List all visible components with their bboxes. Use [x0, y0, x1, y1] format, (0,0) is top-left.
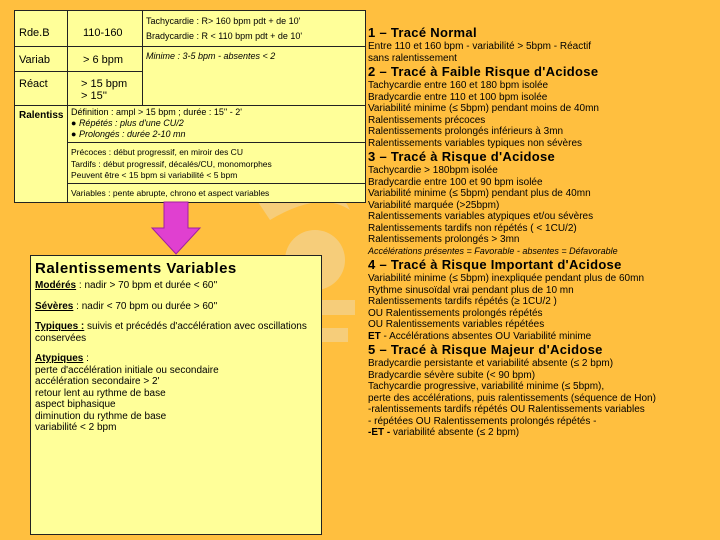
section-4-line: OU Ralentissements variables répétées — [368, 319, 545, 330]
section-3-line: Bradycardie entre 100 et 90 bpm isolée — [368, 176, 543, 188]
moderes-label: Modérés — [35, 280, 77, 291]
row-range-variab: > 6 bpm — [83, 54, 124, 66]
row-label-variab: Variab — [19, 54, 50, 66]
section-4-line: Rythme sinusoïdal vrai pendant plus de 10 mn — [368, 284, 574, 296]
section-4-line: Ralentissements tardifs répétés (≥ 1CU/2 ) — [368, 296, 557, 307]
section-1-title: 1 – Tracé Normal — [368, 25, 477, 40]
classification-panel — [368, 25, 714, 439]
tardifs-2: Peuvent être < 15 bpm si variabilité < 5 bpm — [71, 170, 238, 180]
section-2-line: Ralentissements variables typiques non sévères — [368, 137, 582, 149]
section-3-line: Variabilité marquée (>25bpm) — [368, 199, 500, 211]
section-3-line: Ralentissements prolongés > 3mn — [368, 234, 520, 245]
section-1-line: sans ralentissement — [368, 52, 457, 64]
variable-decelerations-box — [30, 255, 322, 535]
ralent-rep-text: Répétés : plus d'une CU/2 — [78, 118, 184, 128]
section-4-line: Variabilité minime (≤ 5bpm) inexpliquée pendant plus de 60mn — [368, 273, 645, 284]
section-3-line: Ralentissements tardifs non répétés ( < 1CU/2) — [368, 222, 577, 234]
brady-line: Bradycardie : R < 110 bpm pdt + de 10' — [146, 31, 303, 41]
section-5-line: perte des accélérations, puis ralentissements (séquence de Hon) — [368, 392, 656, 404]
s5-et-label: -ET - — [368, 427, 391, 438]
section-5-line: Tachycardie progressive, variabilité minime (≤ 5bpm), — [368, 381, 605, 392]
section-1-line: Entre 110 et 160 bpm - variabilité > 5bpm - Réactif — [368, 41, 591, 52]
section-3-line: Tachycardie > 180bpm isolée — [368, 165, 498, 176]
section-2-line: Bradycardie entre 110 et 100 bpm isolée — [368, 91, 548, 103]
section-5-et — [368, 427, 714, 439]
tardifs-1: Tardifs : début progressif, décalés/CU, monomorphes — [71, 159, 272, 169]
section-3-line: Ralentissements variables atypiques et/ou sévères — [368, 211, 594, 222]
variables-line: Variables : pente abrupte, chrono et aspect variables — [71, 188, 270, 198]
atypiques-item: variabilité < 2 bpm — [35, 422, 117, 433]
section-2-line: Ralentissements prolongés inférieurs à 3mn — [368, 126, 564, 137]
atypiques-label: Atypiques — [35, 353, 84, 364]
typiques-label: Typiques : — [35, 321, 85, 332]
criteria-table — [14, 10, 366, 203]
rv-typiques — [35, 321, 317, 344]
row-label-react: Réact — [19, 78, 48, 90]
severes-label: Sévères — [35, 300, 74, 312]
section-3-line: Variabilité minime (≤ 5bpm) pendant plus de 40mn — [368, 188, 591, 199]
section-3-note: Accélérations présentes = Favorable - absentes = Défavorable — [368, 245, 618, 256]
variab-desc: Minime : 3-5 bpm - absentes < 2 — [146, 51, 276, 61]
section-2-line: Variabilité minime (≤ 5bpm) pendant moins de 40mn — [368, 103, 599, 114]
section-5-line: Bradycardie persistante et variabilité absente (≤ 2 bpm) — [368, 358, 614, 369]
rv-moderes — [35, 280, 317, 292]
section-5-line: - répétées OU Ralentissements prolongés répétés - — [368, 415, 597, 427]
ralent-prol-text: Prolongés : durée 2-10 mn — [78, 129, 186, 139]
section-2-line: Tachycardie entre 160 et 180 bpm isolée — [368, 80, 549, 91]
row-label-ralentiss: Ralentiss — [19, 110, 64, 121]
atypiques-item: retour lent au rythme de base — [35, 387, 166, 399]
atypiques-item: accélération secondaire > 2' — [35, 376, 160, 387]
moderes-text: : nadir > 70 bpm et durée < 60'' — [76, 280, 218, 291]
typiques-text: suivis et précédés d'accélération avec oscillations conservées — [35, 321, 307, 344]
section-5-title: 5 – Tracé à Risque Majeur d'Acidose — [368, 342, 603, 357]
row-range-rdeb: 110-160 — [83, 27, 123, 39]
s4-et-text: - Accélérations absentes OU Variabilité minime — [380, 330, 592, 342]
section-5-line: -ralentissements tardifs répétés OU Ralentissements variables — [368, 404, 645, 415]
atypiques-item: aspect biphasique — [35, 399, 116, 410]
rv-atypiques — [35, 353, 317, 365]
section-2-line: Ralentissements précoces — [368, 114, 486, 126]
rv-title: Ralentissements Variables — [35, 260, 237, 277]
severes-text: : nadir < 70 bpm ou durée > 60'' — [73, 300, 218, 312]
row-label-rdeb: Rde.B — [19, 27, 50, 39]
s5-et-text: variabilité absente (≤ 2 bpm) — [390, 427, 520, 438]
tachy-line: Tachycardie : R> 160 bpm pdt + de 10' — [146, 16, 301, 26]
section-2-title: 2 – Tracé à Faible Risque d'Acidose — [368, 64, 599, 79]
section-4-title: 4 – Tracé à Risque Important d'Acidose — [368, 257, 622, 272]
section-3-title: 3 – Tracé à Risque d'Acidose — [368, 149, 556, 164]
section-4-line: OU Ralentissements prolongés répétés — [368, 307, 543, 319]
row-range-react: > 15 bpm > 15'' — [81, 78, 128, 102]
s4-et-label: ET — [368, 330, 381, 342]
rv-severes — [35, 301, 317, 313]
atypiques-item: perte d'accélération initiale ou secondaire — [35, 364, 219, 376]
section-4-et — [368, 331, 714, 343]
ralent-def: Définition : ampl > 15 bpm ; durée : 15'' - 2' — [71, 107, 242, 117]
atypiques-item: diminution du rythme de base — [35, 410, 167, 422]
atypiques-text: : — [83, 353, 89, 364]
ralent-rep: ● Répétés : plus d'une CU/2 — [71, 118, 184, 128]
precoces: Précoces : début progressif, en miroir des CU — [71, 147, 243, 157]
down-arrow-icon — [150, 200, 202, 256]
ralent-prol: ● Prolongés : durée 2-10 mn — [71, 129, 186, 139]
section-5-line: Bradycardie sévère subite (< 90 bpm) — [368, 369, 536, 381]
